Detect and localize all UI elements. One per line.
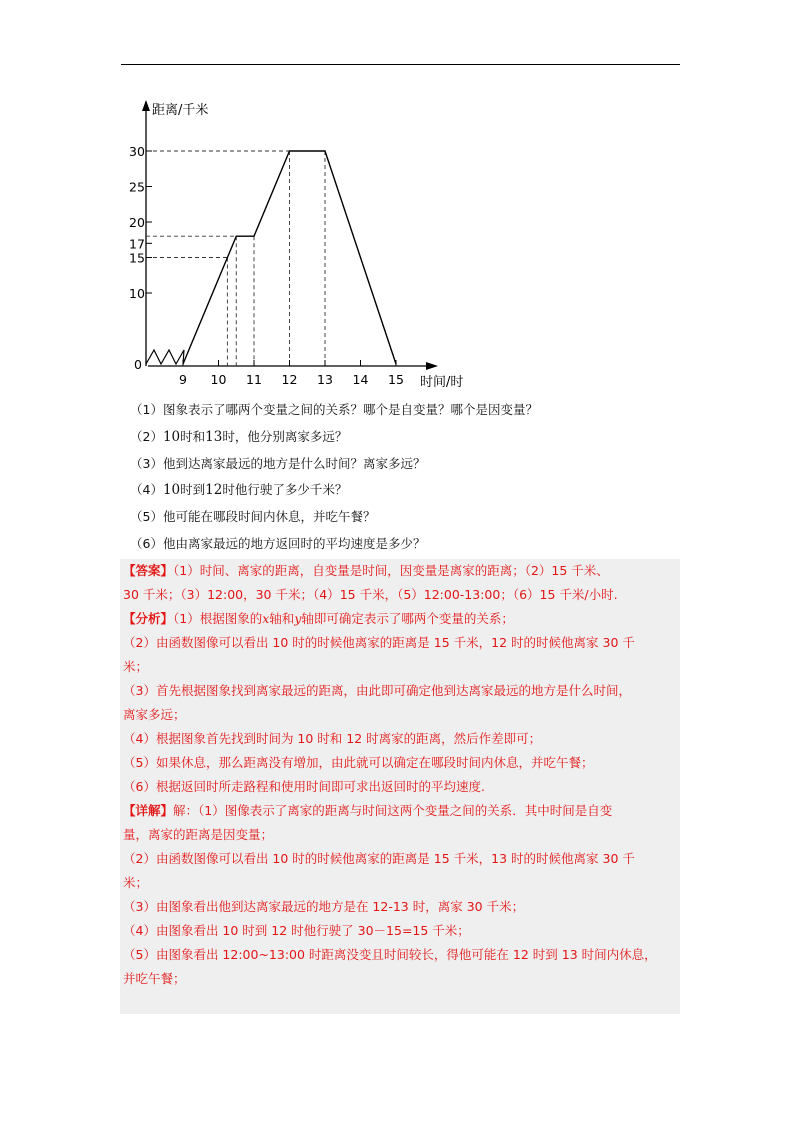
x-tick-label: 10 — [210, 372, 227, 387]
header-rule — [121, 64, 680, 65]
detail-line: 并吃午餐； — [123, 971, 186, 986]
answer-line: 30 千米；（3）12:00，30 千米；（4）15 千米，（5）12:00-13:00；（6）15 千米/小时. — [123, 587, 618, 602]
analysis-line: （2）由函数图像可以看出 10 时的时候他离家的距离是 15 千米，12 时的时候他离家 30 千 — [123, 635, 635, 650]
detail-line: 米； — [123, 875, 149, 890]
x-tick-label: 9 — [179, 372, 187, 387]
x-tick-label: 15 — [388, 372, 404, 387]
detail-line: 【详解】解：（1）图像表示了离家的距离与时间这两个变量之间的关系．其中时间是自变 — [123, 803, 613, 818]
y-tick-label: 15 — [129, 250, 145, 266]
detail-line: 量，离家的距离是因变量； — [123, 827, 274, 842]
analysis-line: （6）根据返回时所走路程和使用时间即可求出返回时的平均速度. — [123, 779, 485, 794]
y-tick-label: 30 — [129, 144, 145, 159]
y-tick-label: 17 — [129, 236, 145, 252]
answer-line: 【答案】（1）时间、离家的距离，自变量是时间，因变量是离家的距离；（2）15 千米、 — [123, 563, 609, 578]
analysis-line: （4）根据图象首先找到时间为 10 时和 12 时离家的距离，然后作差即可； — [123, 731, 542, 746]
axis-break-zigzag — [146, 350, 184, 364]
distance-time-graph — [120, 92, 480, 392]
detail-line: （2）由函数图像可以看出 10 时的时候他离家的距离是 15 千米，13 时的时候他离家 30 千 — [123, 851, 635, 866]
question-5: （5）他可能在哪段时间内休息，并吃午餐？ — [130, 509, 376, 525]
x-tick-label: 14 — [352, 372, 369, 387]
y-tick-label: 0 — [134, 357, 142, 372]
question-3: （3）他到达离家最远的地方是什么时间？离家多远？ — [130, 455, 426, 471]
question-4: （4）10时到12时他行驶了多少千米？ — [130, 482, 348, 499]
y-tick-label: 20 — [129, 215, 145, 230]
x-tick-label: 12 — [281, 372, 298, 387]
question-list — [130, 397, 690, 558]
x-axis-label: 时间/时 — [420, 375, 464, 390]
x-tick-label: 13 — [317, 372, 333, 387]
question-6: （6）他由离家最远的地方返回时的平均速度是多少？ — [130, 535, 426, 551]
axes — [142, 100, 438, 370]
solution-block — [120, 559, 680, 1014]
detail-line: （5）由图象看出 12:00~13:00 时距离没变且时间较长，得他可能在 12 时到 13 时间内休息， — [123, 947, 657, 962]
y-tick-label: 25 — [129, 179, 145, 195]
analysis-line: （3）首先根据图象找到离家最远的距离，由此即可确定他到达离家最远的地方是什么时间， — [123, 683, 631, 698]
analysis-line: 米； — [123, 659, 149, 674]
detail-line: （4）由图象看出 10 时到 12 时他行驶了 30－15=15 千米； — [123, 923, 470, 938]
dashed-guides — [146, 151, 325, 366]
analysis-line: 离家多远； — [123, 707, 186, 722]
y-axis-label: 距离/千米 — [152, 103, 209, 118]
question-1: （1）图象表示了哪两个变量之间的关系？哪个是自变量？哪个是因变量？ — [130, 402, 538, 417]
x-tick-label: 11 — [246, 372, 262, 387]
y-axis-arrow — [142, 100, 150, 111]
detail-line: （3）由图象看出他到达离家最远的地方是在 12-13 时，离家 30 千米； — [123, 899, 525, 914]
x-axis-arrow — [426, 362, 438, 370]
analysis-line: （5）如果休息，那么距离没有增加，由此就可以确定在哪段时间内休息，并吃午餐； — [123, 755, 594, 770]
analysis-line: 【分析】（1）根据图象的x轴和y轴即可确定表示了哪两个变量的关系； — [123, 611, 514, 626]
tick-marks — [146, 151, 396, 366]
question-2: （2）10时和13时，他分别离家多远？ — [130, 428, 348, 445]
y-tick-label: 10 — [129, 286, 145, 301]
